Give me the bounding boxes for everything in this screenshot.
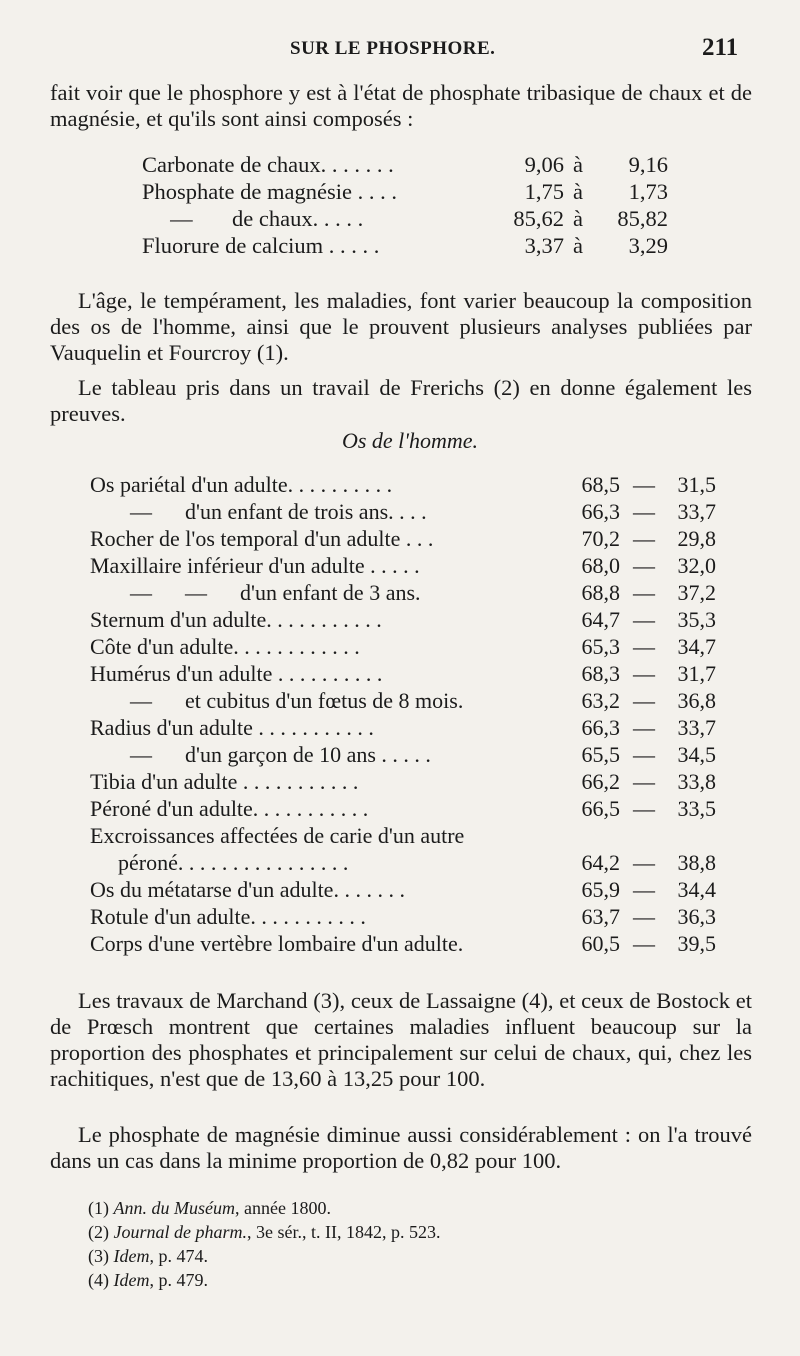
bone-label: Sternum d'un adulte. . . . . . . . . . . xyxy=(90,607,382,632)
paragraph-age: L'âge, le tempérament, les maladies, font varier beaucoup la composition des os de l'homme, ainsi que le prouvent plusieurs analyses publiées par Vauquelin et Fourcroy (1). xyxy=(50,288,752,365)
table-row xyxy=(90,661,770,688)
paragraph-marchand: Les travaux de Marchand (3), ceux de Lassaigne (4), et ceux de Bostock et de Prœsch montrent que certaines maladies influent beaucoup sur la proportion des phosphates et principalement sur celui de chaux, qui, chez les rachitiques, n'est que de 13,60 à 13,25 pour 100. xyxy=(50,988,752,1091)
value-first: 66,2 xyxy=(581,769,620,794)
table-row xyxy=(90,742,770,769)
footnote-number: (2) xyxy=(88,1222,114,1242)
value-first: 60,5 xyxy=(581,931,620,956)
value-second: 36,3 xyxy=(677,904,716,929)
value-first: 66,5 xyxy=(581,796,620,821)
value-second: 31,5 xyxy=(677,472,716,497)
bone-label: Maxillaire inférieur d'un adulte . . . . . xyxy=(90,553,420,578)
component-high-value: 85,82 xyxy=(617,206,668,231)
footnote-number: (1) xyxy=(88,1198,114,1218)
composition-row xyxy=(110,179,670,206)
table-row xyxy=(90,688,770,715)
bone-label: Péroné d'un adulte. . . . . . . . . . . xyxy=(90,796,369,821)
value-second: 33,7 xyxy=(677,499,716,524)
range-separator: à xyxy=(573,152,583,177)
value-second: 33,7 xyxy=(677,715,716,740)
value-dash: — xyxy=(633,715,655,740)
footnote-reference: , p. 479. xyxy=(149,1270,208,1290)
component-low-value: 1,75 xyxy=(524,179,564,204)
table-row xyxy=(90,553,770,580)
value-first: 68,8 xyxy=(581,580,620,605)
value-first: 66,3 xyxy=(581,499,620,524)
value-first: 65,9 xyxy=(581,877,620,902)
bone-label: Humérus d'un adulte . . . . . . . . . . xyxy=(90,661,383,686)
table-row xyxy=(90,580,770,607)
bone-table xyxy=(90,472,770,958)
value-dash: — xyxy=(633,580,655,605)
value-second: 33,8 xyxy=(677,769,716,794)
value-first: 68,0 xyxy=(581,553,620,578)
composition-row xyxy=(110,152,670,179)
component-name: Fluorure de calcium . . . . . xyxy=(142,233,380,258)
value-dash: — xyxy=(633,499,655,524)
value-dash: — xyxy=(633,904,655,929)
table-row xyxy=(90,877,770,904)
table-title: Os de l'homme. xyxy=(341,428,479,453)
table-row xyxy=(90,823,770,850)
bone-label: Radius d'un adulte . . . . . . . . . . . xyxy=(90,715,374,740)
bone-label: Os du métatarse d'un adulte. . . . . . . xyxy=(90,877,405,902)
bone-label: — et cubitus d'un fœtus de 8 mois. xyxy=(130,688,464,713)
component-low-value: 9,06 xyxy=(524,152,564,177)
value-second: 33,5 xyxy=(677,796,716,821)
footnotes xyxy=(88,1198,688,1294)
value-dash: — xyxy=(633,877,655,902)
bone-label: — — d'un enfant de 3 ans. xyxy=(130,580,421,605)
composition-row xyxy=(110,233,670,260)
value-second: 35,3 xyxy=(677,607,716,632)
range-separator: à xyxy=(573,233,583,258)
table-row xyxy=(90,526,770,553)
component-name: Carbonate de chaux. . . . . . . xyxy=(142,152,394,177)
value-dash: — xyxy=(633,688,655,713)
value-first: 63,7 xyxy=(581,904,620,929)
value-first: 66,3 xyxy=(581,715,620,740)
footnote-reference: , 3e sér., t. II, 1842, p. 523. xyxy=(247,1222,441,1242)
paragraph-frerichs: Le tableau pris dans un travail de Frerichs (2) en donne également les preuves. xyxy=(50,375,752,426)
table-row xyxy=(90,796,770,823)
bone-label: Tibia d'un adulte . . . . . . . . . . . xyxy=(90,769,359,794)
footnote-title: Ann. du Muséum xyxy=(113,1198,235,1218)
bone-label: Excroissances affectées de carie d'un autre xyxy=(90,823,465,848)
value-first: 68,5 xyxy=(581,472,620,497)
running-head: SUR LE PHOSPHORE. xyxy=(290,38,496,59)
bone-label: Os pariétal d'un adulte. . . . . . . . . . xyxy=(90,472,393,497)
footnote xyxy=(88,1246,688,1270)
footnote-number: (4) xyxy=(88,1270,114,1290)
footnote-reference: , année 1800. xyxy=(234,1198,331,1218)
bone-label: Corps d'une vertèbre lombaire d'un adulte. xyxy=(90,931,464,956)
value-first: 64,2 xyxy=(581,850,620,875)
value-dash: — xyxy=(633,850,655,875)
value-first: 70,2 xyxy=(581,526,620,551)
value-second: 29,8 xyxy=(677,526,716,551)
table-row xyxy=(90,499,770,526)
value-dash: — xyxy=(633,661,655,686)
value-first: 64,7 xyxy=(581,607,620,632)
bone-label: — d'un enfant de trois ans. . . . xyxy=(130,499,427,524)
component-high-value: 3,29 xyxy=(628,233,668,258)
value-dash: — xyxy=(633,526,655,551)
range-separator: à xyxy=(573,206,583,231)
footnote-title: Idem xyxy=(113,1246,150,1266)
component-high-value: 1,73 xyxy=(628,179,668,204)
value-dash: — xyxy=(633,931,655,956)
value-dash: — xyxy=(633,769,655,794)
value-second: 34,7 xyxy=(677,634,716,659)
value-dash: — xyxy=(633,472,655,497)
component-low-value: 85,62 xyxy=(513,206,564,231)
value-dash: — xyxy=(633,742,655,767)
component-high-value: 9,16 xyxy=(628,152,668,177)
component-name: Phosphate de magnésie . . . . xyxy=(142,179,397,204)
footnote xyxy=(88,1270,688,1294)
value-second: 38,8 xyxy=(677,850,716,875)
component-low-value: 3,37 xyxy=(524,233,564,258)
value-second: 34,4 xyxy=(677,877,716,902)
table-row xyxy=(90,472,770,499)
value-first: 65,5 xyxy=(581,742,620,767)
value-dash: — xyxy=(633,607,655,632)
table-row xyxy=(90,715,770,742)
value-second: 34,5 xyxy=(677,742,716,767)
bone-label: péroné. . . . . . . . . . . . . . . . xyxy=(118,850,349,875)
footnote-title: Idem xyxy=(113,1270,150,1290)
value-second: 36,8 xyxy=(677,688,716,713)
value-dash: — xyxy=(633,796,655,821)
component-name: — de chaux. . . . . xyxy=(142,206,364,231)
footnote-number: (3) xyxy=(88,1246,114,1266)
footnote-title: Journal de pharm. xyxy=(113,1222,247,1242)
value-first: 65,3 xyxy=(581,634,620,659)
footnote xyxy=(88,1222,688,1246)
bone-label: Côte d'un adulte. . . . . . . . . . . . xyxy=(90,634,360,659)
bone-label: Rotule d'un adulte. . . . . . . . . . . xyxy=(90,904,366,929)
bone-label: — d'un garçon de 10 ans . . . . . xyxy=(130,742,431,767)
paragraph-magnesia: Le phosphate de magnésie diminue aussi considérablement : on l'a trouvé dans un cas dans la minime proportion de 0,82 pour 100. xyxy=(50,1122,752,1173)
value-second: 31,7 xyxy=(677,661,716,686)
value-first: 63,2 xyxy=(581,688,620,713)
footnote-reference: , p. 474. xyxy=(149,1246,208,1266)
page-header xyxy=(0,34,800,68)
value-first: 68,3 xyxy=(581,661,620,686)
value-dash: — xyxy=(633,553,655,578)
composition-row xyxy=(110,206,670,233)
paragraph-intro: fait voir que le phosphore y est à l'état de phosphate tribasique de chaux et de magnésie, et qu'ils sont ainsi composés : xyxy=(50,80,752,131)
page-number: 211 xyxy=(702,34,739,61)
value-second: 32,0 xyxy=(677,553,716,578)
value-second: 39,5 xyxy=(677,931,716,956)
table-row xyxy=(90,931,770,958)
bone-label: Rocher de l'os temporal d'un adulte . . . xyxy=(90,526,434,551)
value-dash: — xyxy=(633,634,655,659)
table-row xyxy=(90,634,770,661)
table-row xyxy=(90,769,770,796)
footnote xyxy=(88,1198,688,1222)
value-second: 37,2 xyxy=(677,580,716,605)
table-row xyxy=(90,850,770,877)
range-separator: à xyxy=(573,179,583,204)
composition-list xyxy=(110,152,670,260)
table-row xyxy=(90,607,770,634)
table-row xyxy=(90,904,770,931)
